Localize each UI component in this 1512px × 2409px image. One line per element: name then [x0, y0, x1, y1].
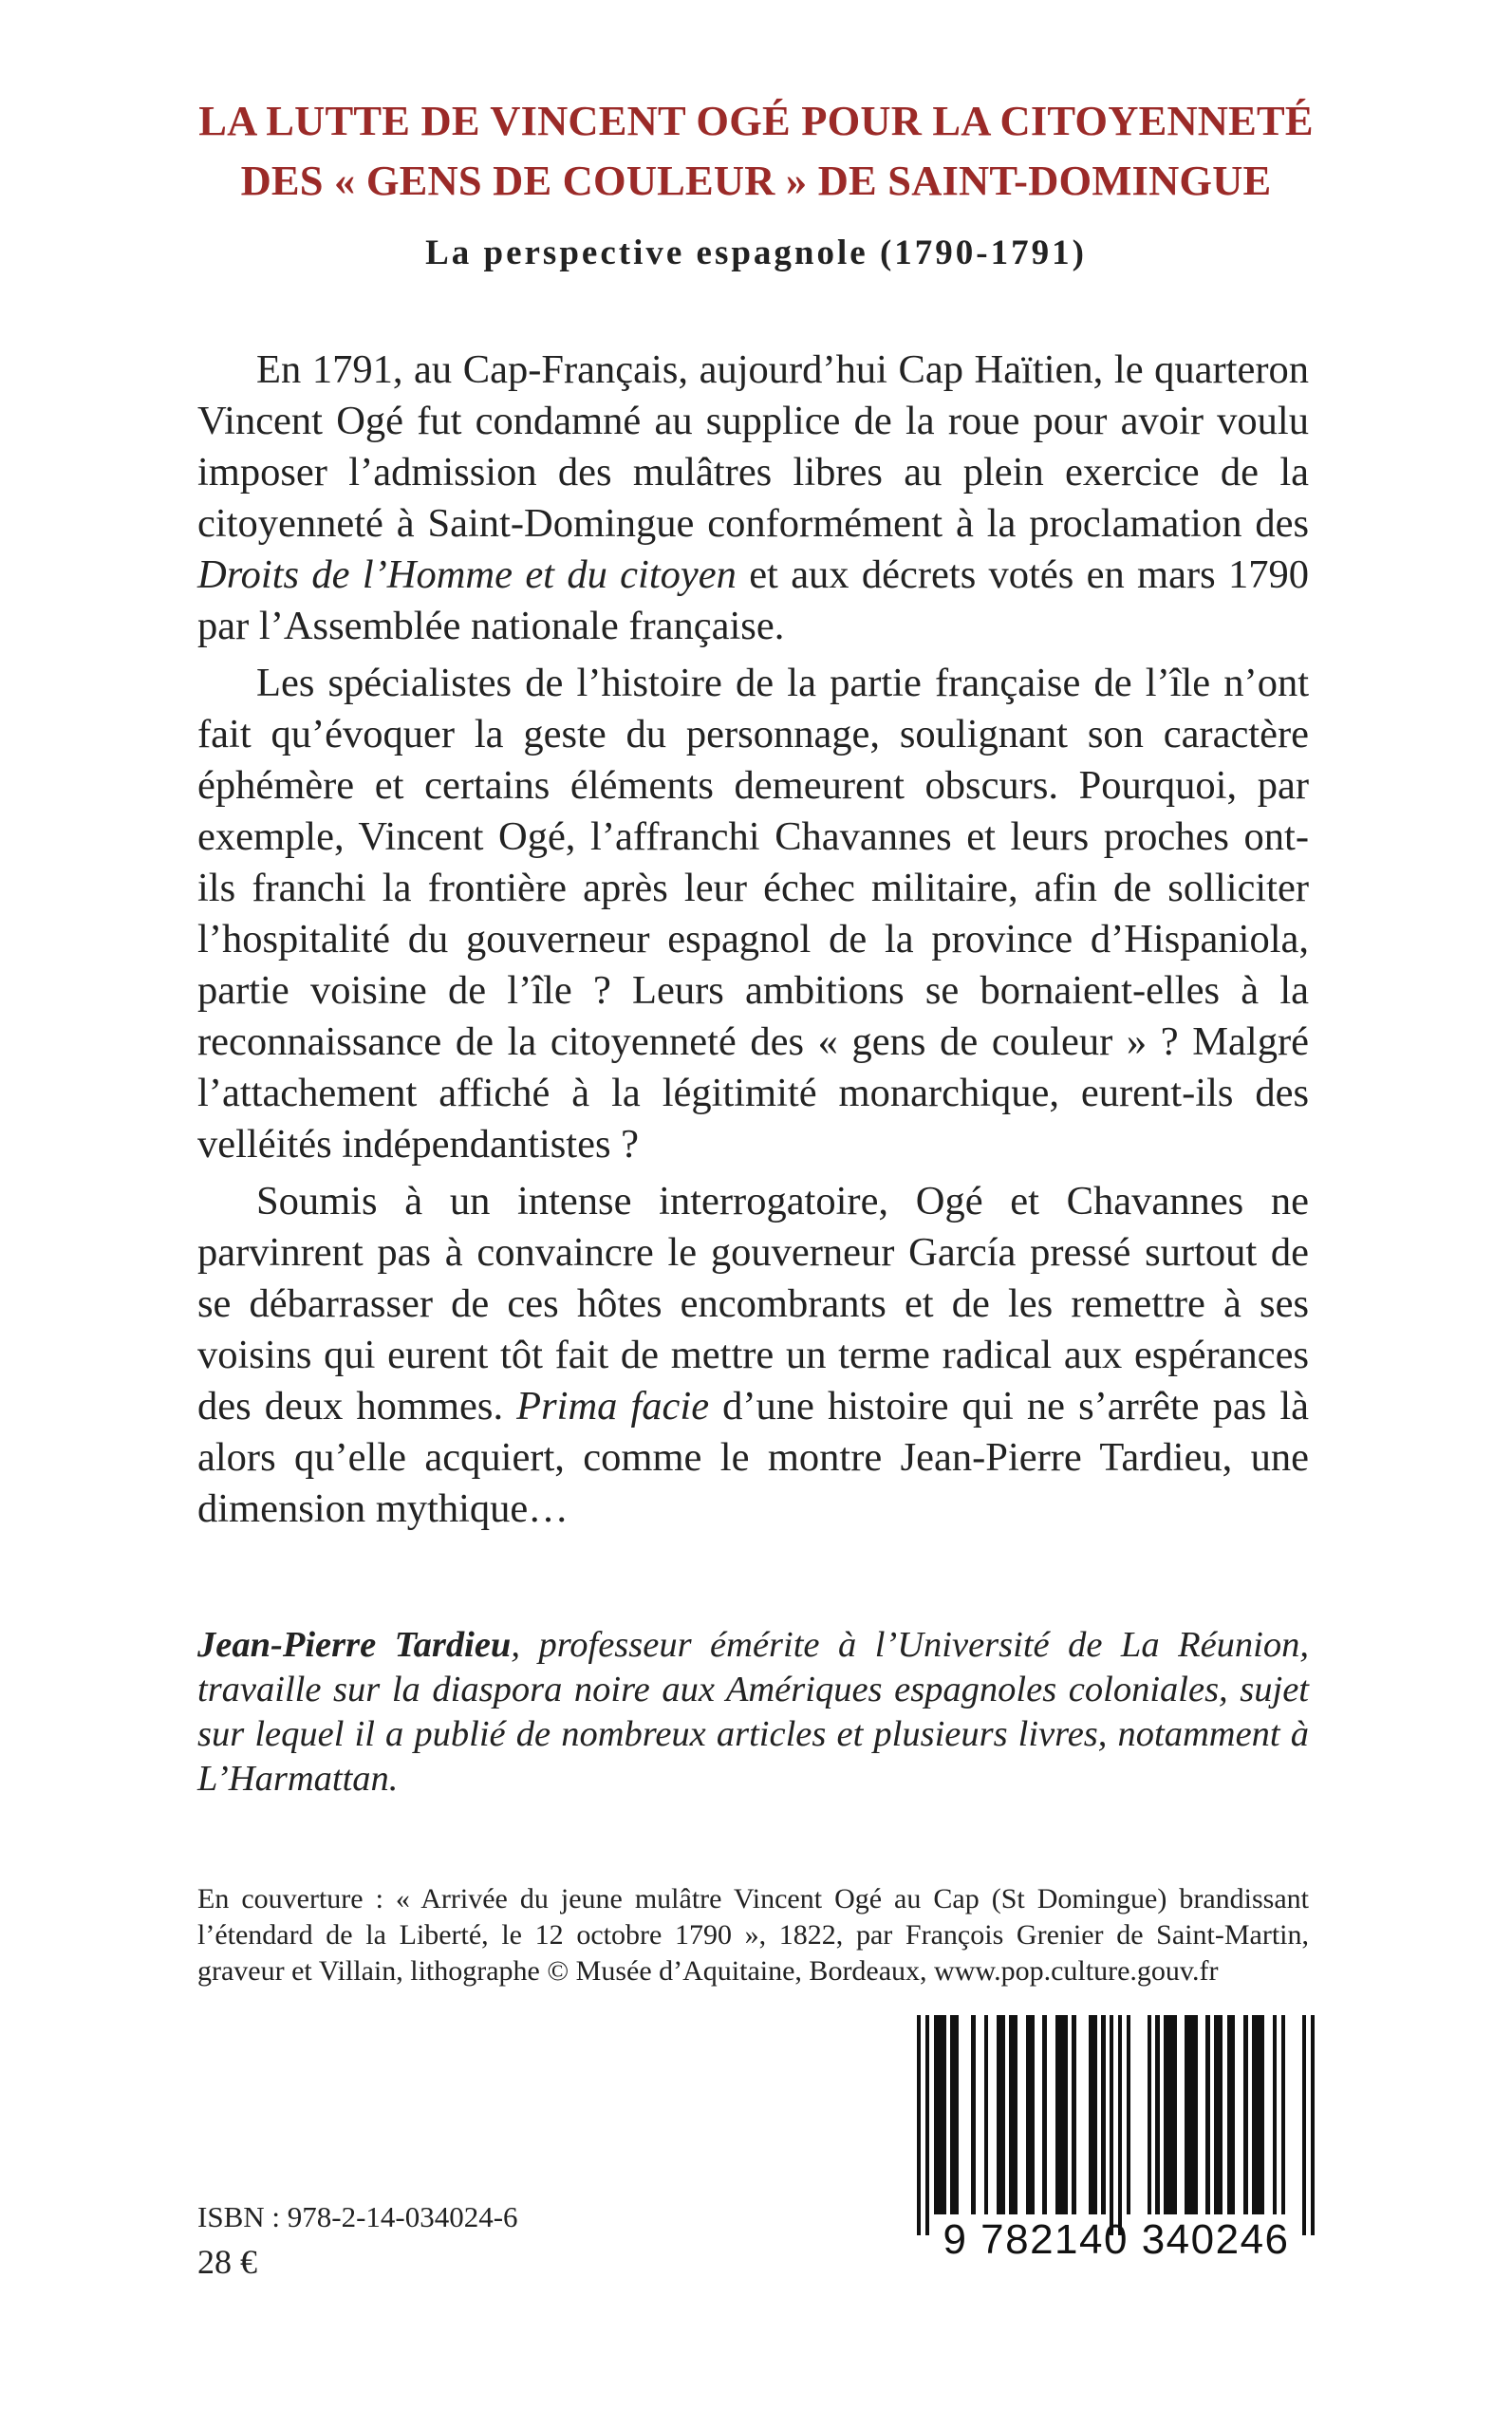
barcode-bar [1185, 2015, 1197, 2214]
summary-paragraph-3 [197, 1176, 1309, 1535]
barcode-space [1076, 2015, 1089, 2214]
price: 28 € [197, 2243, 257, 2281]
barcode-bar [1214, 2015, 1223, 2214]
barcode-space [1264, 2015, 1273, 2214]
p1-text-b: et aux décrets votés en mars 1790 par l’Assemblée nationale française. [197, 552, 1309, 648]
barcode-space [1235, 2015, 1243, 2214]
barcode-space [1130, 2015, 1148, 2214]
p1-italic-title: Droits de l’Homme et du citoyen [197, 552, 737, 597]
book-title-line-2: DES « GENS DE COULEUR » DE SAINT-DOMINGUE [240, 157, 1272, 204]
p3-text-a: Soumis à un intense interrogatoire, Ogé et Chavannes ne parvinrent pas à convaincre le gouverneur García pressé surtout de se débarrasser de ces hôtes encombrants et de les remettre à ses voisins qui eurent tôt fait de mettre un terme radical aux espérances des deux hommes. [197, 1179, 1309, 1429]
barcode-space [988, 2015, 997, 2214]
barcode-bar [1026, 2015, 1035, 2214]
book-subtitle: La perspective espagnole (1790-1791) [425, 233, 1087, 272]
author-bio [197, 1623, 1309, 1802]
barcode-space [1017, 2015, 1026, 2214]
p1-text-a: En 1791, au Cap-Français, aujourd’hui Cap Haïtien, le quarteron Vincent Ogé fut condamné au supplice de la roue pour avoir voulu imposer l’admission des mulâtres libres au plein exercice de la citoyenneté à Saint-Domingue conformément à la proclamation des [197, 347, 1309, 546]
barcode-space [1177, 2015, 1185, 2214]
isbn: ISBN : 978-2-14-034024-6 [197, 2200, 518, 2233]
barcode-bar [934, 2015, 946, 2214]
author-bio-text: , professeur émérite à l’Université de La Réunion, travaille sur la diaspora noire aux Amériques espagnoles coloniales, sujet sur lequel il a publié de nombreux articles et plusieurs livres, notamment à L’Harmattan. [197, 1625, 1309, 1799]
summary-text [197, 345, 1309, 1541]
barcode-space [959, 2015, 971, 2214]
barcode-number: 9 782140 340246 [943, 2216, 1290, 2263]
barcode-bar [1009, 2015, 1017, 2214]
barcode-space [1035, 2015, 1043, 2214]
summary-paragraph-2: Les spécialistes de l’histoire de la partie française de l’île n’ont fait qu’évoquer la geste du personnage, soulignant son caractère éphémère et certains éléments demeurent obscurs. Pourquoi, par exemple, Vincent Ogé, l’affranchi Chavannes et leurs proches ont-ils franchi la frontière après leur échec militaire, afin de solliciter l’hospitalité du gouverneur espagnol de la province d’Hispaniola, partie voisine de l’île ? Leurs ambitions se bornaient-elles à la reconnaissance de la citoyenneté des « gens de couleur » ? Malgré l’attachement affiché à la légitimité monarchique, eurent-ils des velléités indépendantistes ? [197, 661, 1309, 1167]
barcode-bar [1311, 2015, 1315, 2235]
barcode-bar [1227, 2015, 1236, 2214]
barcode-bar [1252, 2015, 1264, 2214]
author-name: Jean-Pierre Tardieu [197, 1625, 512, 1665]
barcode-bar [1089, 2015, 1097, 2214]
barcode-bar [1164, 2015, 1176, 2214]
p3-text-b: d’une histoire qui ne s’arrête pas là alors qu’elle acquiert, comme le montre Jean-Pierre Tardieu, une dimension mythique… [197, 1384, 1309, 1531]
barcode-bars [917, 2015, 1316, 2214]
book-title [0, 91, 1512, 211]
barcode [917, 2015, 1316, 2263]
barcode-space [1198, 2015, 1206, 2214]
barcode-bar [1055, 2015, 1068, 2214]
barcode-bar [997, 2015, 1005, 2214]
cover-credits: En couverture : « Arrivée du jeune mulâtre Vincent Ogé au Cap (St Domingue) brandissant l’étendard de la Liberté, le 12 octobre 1790 », 1822, par François Grenier de Saint-Martin, graveur et Villain, lithographe © Musée d’Aquitaine, Bordeaux, www.pop.culture.gouv.fr [197, 1883, 1309, 1987]
summary-paragraph-1 [197, 345, 1309, 652]
barcode-space [1047, 2015, 1055, 2214]
barcode-bar [950, 2015, 959, 2214]
barcode-space [1285, 2015, 1302, 2214]
p3-italic-phrase: Prima facie [516, 1384, 710, 1429]
barcode-space [976, 2015, 984, 2214]
book-title-line-1: LA LUTTE DE VINCENT OGÉ POUR LA CITOYENNETÉ [198, 97, 1314, 144]
